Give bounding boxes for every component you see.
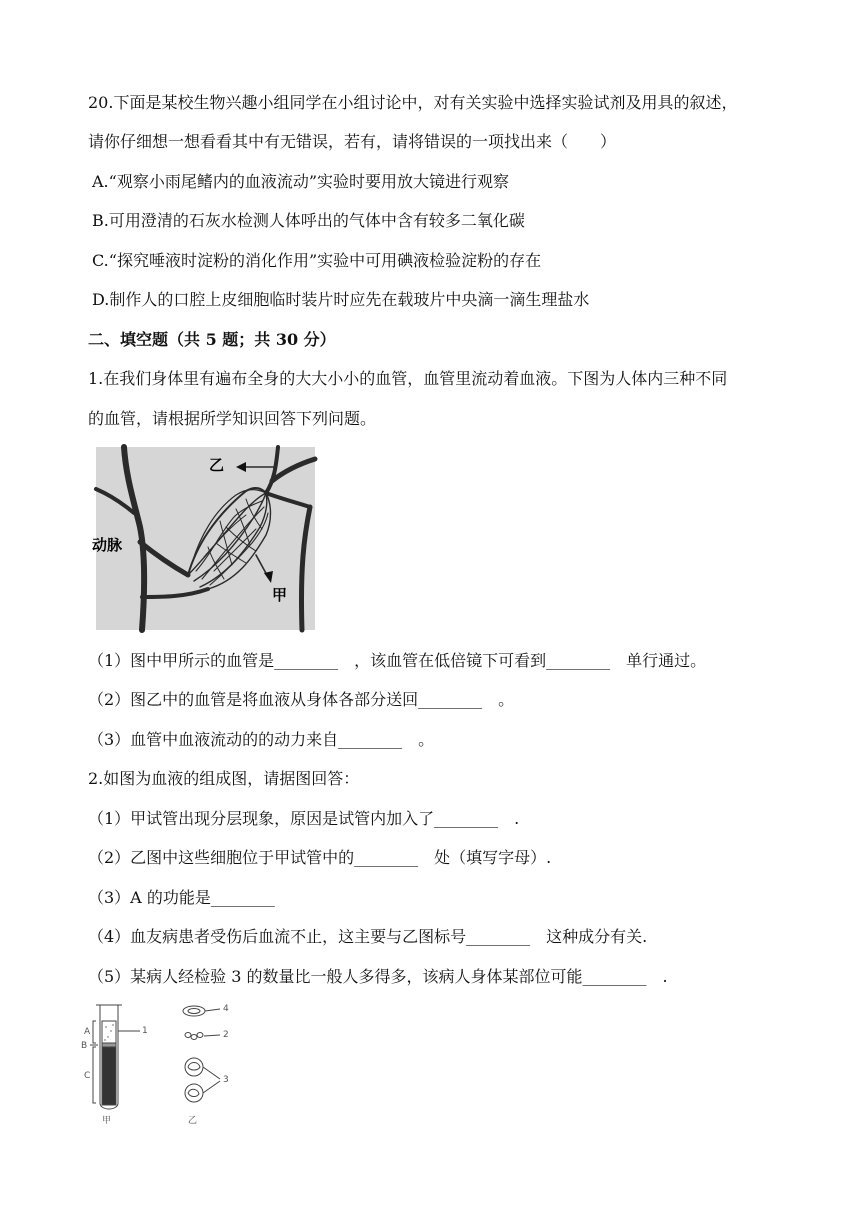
blood-composition-drawing: [78, 995, 248, 1130]
q20-option-c: C.“探究唾液时淀粉的消化作用”实验中可用碘液检验淀粉的存在: [92, 251, 542, 270]
q1-stem-line1: 1.在我们身体里有遍布全身的大大小小的血管，血管里流动着血液。下图为人体内三种不同: [88, 369, 728, 388]
figure-label-artery: 动脉: [92, 536, 123, 554]
q1-part3: （3）血管中血液流动的的动力来自________ 。: [88, 730, 435, 749]
q2-part5: （5）某病人经检验 3 的数量比一般人多得多，该病人身体某部位可能________ .: [88, 967, 668, 986]
tube-label-b: B: [81, 1041, 88, 1051]
q20-stem-line1: 20.下面是某校生物兴趣小组同学在小组讨论中，对有关实验中选择实验试剂及用具的叙述，: [88, 93, 738, 112]
cell-label-3: 3: [223, 1075, 229, 1085]
figure-label-jia: 甲: [272, 586, 288, 604]
tube-label-a: A: [84, 1027, 91, 1037]
cell-label-4: 4: [223, 1004, 229, 1014]
cell-label-2: 2: [223, 1030, 229, 1040]
tube-label-c: C: [84, 1071, 91, 1081]
blood-composition-figure: [78, 995, 248, 1130]
q1-part2: （2）图乙中的血管是将血液从身体各部分送回________ 。: [88, 690, 515, 709]
figure-caption-yi: 乙: [188, 1116, 198, 1126]
q2-part1: （1）甲试管出现分层现象，原因是试管内加入了________ .: [88, 809, 520, 828]
q2-part4: （4）血友病患者受伤后血流不止，这主要与乙图标号________ 这种成分有关.: [88, 927, 648, 946]
q20-option-b: B.可用澄清的石灰水检测人体呼出的气体中含有较多二氧化碳: [92, 211, 525, 230]
q1-stem-line2: 的血管，请根据所学知识回答下列问题。: [88, 409, 377, 428]
section-heading: 二、填空题（共 5 题；共 30 分）: [88, 330, 336, 349]
q2-part2: （2）乙图中这些细胞位于甲试管中的________ 处（填写字母）.: [88, 848, 552, 867]
q1-part1: （1）图中甲所示的血管是________ ，该血管在低倍镜下可看到________ 单行通过。: [88, 651, 707, 670]
q20-option-d: D.制作人的口腔上皮细胞临时装片时应先在载玻片中央滴一滴生理盐水: [92, 290, 590, 309]
q2-part3: （3）A 的功能是________: [88, 888, 275, 907]
q20-stem-line2: 请你仔细想一想看看其中有无错误，若有，请将错误的一项找出来（ ）: [88, 132, 617, 151]
q2-stem: 2.如图为血液的组成图，请据图回答：: [88, 769, 360, 788]
blood-vessel-figure: [92, 447, 315, 630]
figure-label-yi: 乙: [209, 456, 225, 474]
q20-option-a: A.“观察小雨尾鳍内的血液流动”实验时要用放大镜进行观察: [92, 172, 510, 191]
figure-caption-jia: 甲: [102, 1116, 112, 1126]
tube-label-1: 1: [142, 1026, 148, 1036]
